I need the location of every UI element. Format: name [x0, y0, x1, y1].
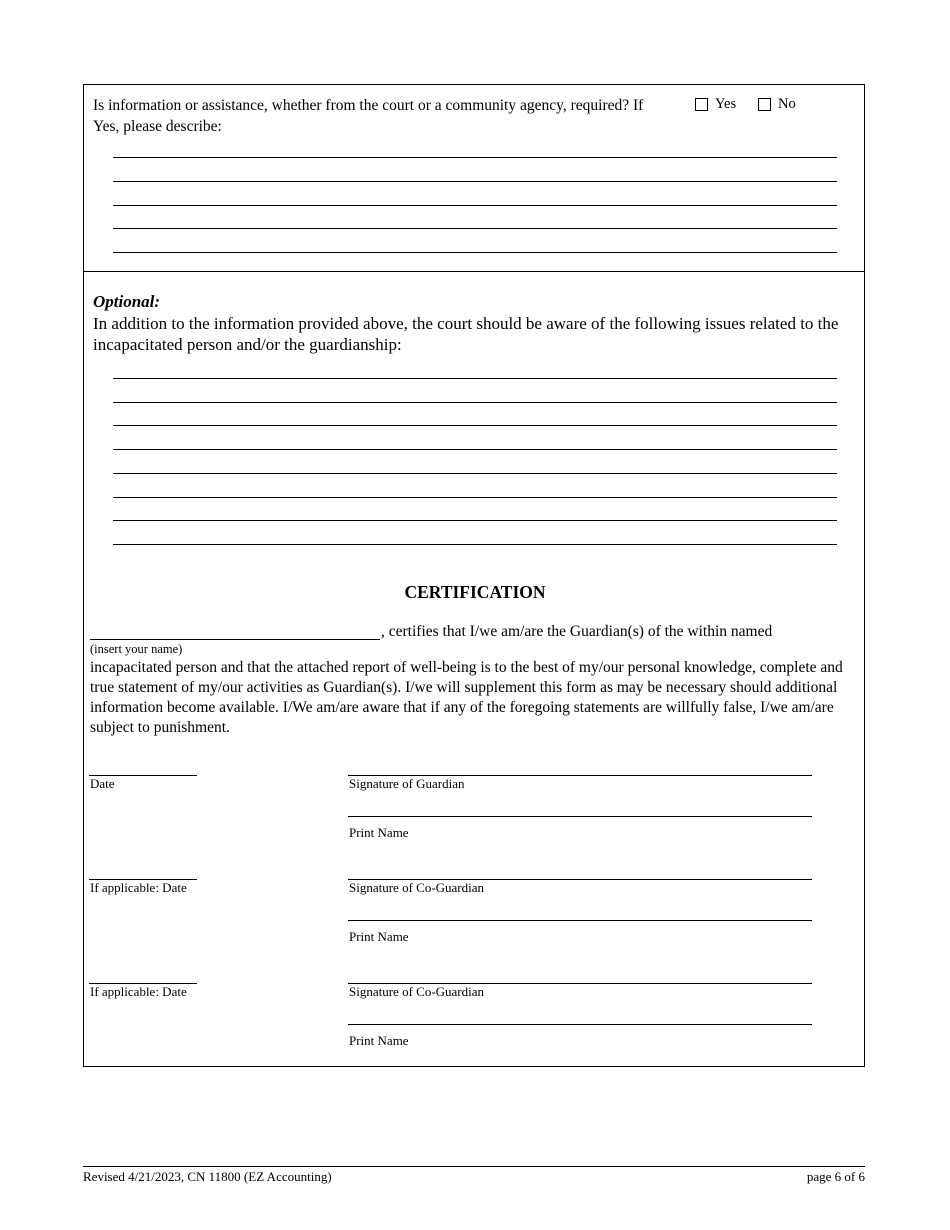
yes-label: Yes [715, 96, 737, 112]
section-divider [83, 271, 865, 272]
guardian-signature-label: Signature of Guardian [349, 776, 465, 791]
description-line[interactable] [113, 252, 837, 253]
yes-checkbox-group[interactable] [695, 96, 736, 113]
date-label: Date [90, 776, 115, 791]
certification-title: CERTIFICATION [404, 582, 546, 602]
co-guardian-2-date-label: If applicable: Date [90, 984, 187, 999]
issues-line[interactable] [113, 425, 837, 426]
yes-checkbox[interactable] [695, 98, 708, 111]
issues-line[interactable] [113, 544, 837, 545]
no-checkbox-group[interactable] [758, 96, 796, 113]
description-line[interactable] [113, 228, 837, 229]
footer-rule [83, 1166, 865, 1167]
issues-line[interactable] [113, 378, 837, 379]
description-line[interactable] [113, 181, 837, 182]
certifies-text: , certifies that I/we am/are the Guardian(s) of the within named [381, 623, 773, 640]
issues-line[interactable] [113, 497, 837, 498]
optional-heading: Optional: [93, 292, 161, 311]
co-guardian-2-signature-label: Signature of Co-Guardian [349, 984, 485, 999]
co-guardian-2-print-name-line[interactable] [348, 1024, 812, 1025]
optional-description: In addition to the information provided above, the court should be aware of the following issues related to the incapacitated person and/or the guardianship: [93, 314, 839, 354]
description-line[interactable] [113, 205, 837, 206]
co-guardian-print-name-line[interactable] [348, 920, 812, 921]
footer-revision: Revised 4/21/2023, CN 11800 (EZ Accounting) [83, 1169, 332, 1184]
insert-name-label: (insert your name) [90, 642, 183, 656]
co-guardian-signature-label: Signature of Co-Guardian [349, 880, 485, 895]
issues-line[interactable] [113, 449, 837, 450]
assistance-question: Is information or assistance, whether from the court or a community agency, required? If Yes, please describe: [93, 97, 644, 135]
print-name-line[interactable] [348, 816, 812, 817]
description-line[interactable] [113, 157, 837, 158]
no-checkbox[interactable] [758, 98, 771, 111]
co-guardian-2-print-name-label: Print Name [349, 1033, 409, 1048]
certification-body: incapacitated person and that the attached report of well-being is to the best of my/our personal knowledge, complete and true statement of my/our activities as Guardian(s). I/we will supplement this form as may be necessary should additional information become available. I/We am/are aware that if any of the foregoing statements are willfully false, I/we am/are subject to punishment. [90, 659, 843, 736]
issues-line[interactable] [113, 520, 837, 521]
co-guardian-date-label: If applicable: Date [90, 880, 187, 895]
print-name-label: Print Name [349, 825, 409, 840]
issues-line[interactable] [113, 473, 837, 474]
footer-page-number: page 6 of 6 [806, 1169, 865, 1184]
guardian-name-line[interactable] [90, 639, 380, 640]
issues-line[interactable] [113, 402, 837, 403]
no-label: No [778, 96, 796, 112]
co-guardian-print-name-label: Print Name [349, 929, 409, 944]
